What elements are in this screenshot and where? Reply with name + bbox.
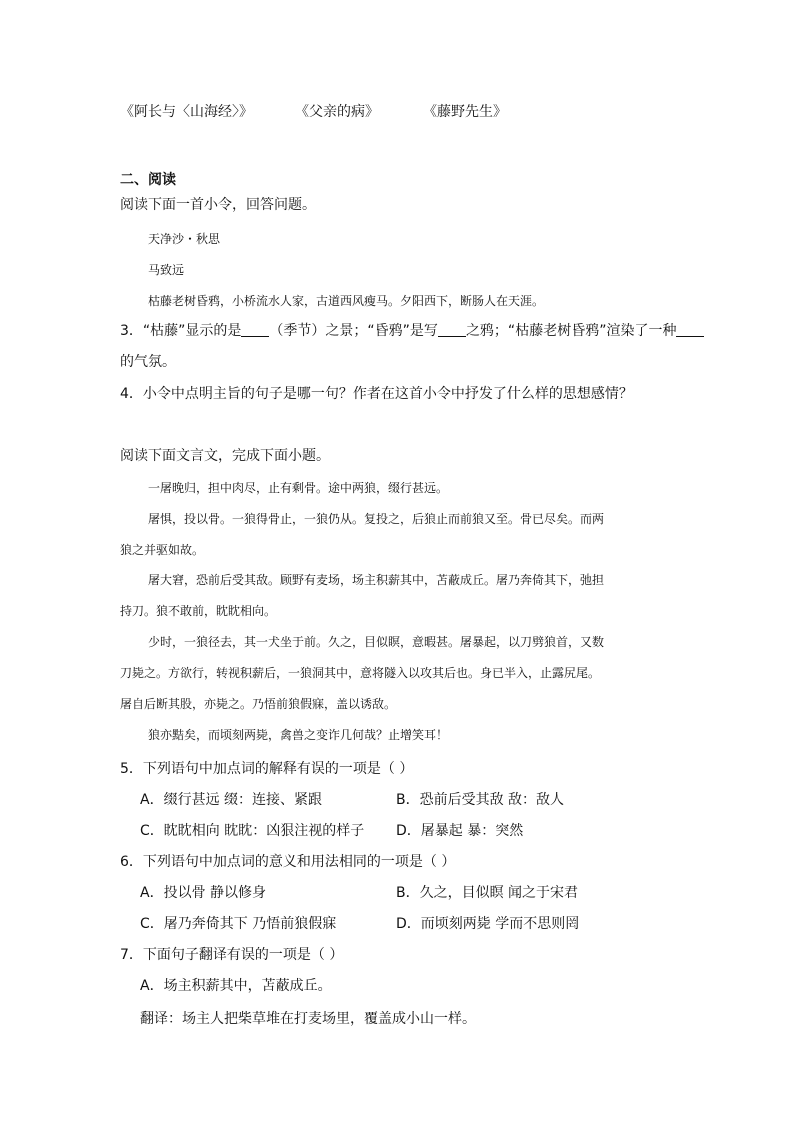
q6-option-a[interactable]: A．投以骨 静以修身 [140,885,267,901]
question-3 [120,322,704,340]
q3-blank-crow[interactable] [438,322,466,337]
passage-instruction: 阅读下面文言文，完成下面小题。 [120,448,330,464]
q6-option-c[interactable]: C．屠乃奔倚其下 乃悟前狼假寐 [140,916,337,932]
q6-option-b[interactable]: B．久之，目似瞑 闻之于宋君 [396,885,579,901]
passage-line: 屠自后断其股，亦毙之。乃悟前狼假寐，盖以诱敌。 [120,697,397,711]
q5-option-d[interactable]: D．屠暴起 暴：突然 [396,823,524,839]
passage-line: 屠惧，投以骨。一狼得骨止，一狼仍从。复投之，后狼止而前狼又至。骨已尽矣。而两 [148,512,605,526]
q3-part1: 3．“枯藤”显示的是 [120,323,242,339]
passage-line: 持刀。狼不敢前，眈眈相向。 [120,604,277,618]
question-6: 6．下列语句中加点词的意义和用法相同的一项是（ ） [120,854,456,870]
q6-option-d[interactable]: D．而顷刻两毙 学而不思则罔 [396,916,580,932]
passage-line: 狼之并驱如故。 [120,543,205,557]
q3-part3: 之鸦；“枯藤老树昏鸦”渲染了一种 [465,323,677,339]
q3-blank-season[interactable] [241,322,269,337]
q7-option-a[interactable]: A．场主积薪其中，苫蔽成丘。 [140,978,332,994]
question-4: 4．小令中点明主旨的句子是哪一句？作者在这首小令中抒发了什么样的思想感情？ [120,386,633,402]
question-7: 7．下面句子翻译有误的一项是（ ） [120,947,344,963]
passage-line: 少时，一狼径去，其一犬坐于前。久之，目似瞑，意暇甚。屠暴起，以刀劈狼首，又数 [148,635,605,649]
section-heading: 二、阅读 [120,172,176,188]
q5-option-a[interactable]: A．缀行甚远 缀：连接、紧跟 [140,792,323,808]
poem-author: 马致远 [148,263,185,277]
passage-line: 刀毙之。方欲行，转视积薪后，一狼洞其中，意将隧入以攻其后也。身已半入，止露尻尾。 [120,666,601,680]
q7-translation: 翻译：场主人把柴草堆在打麦场里，覆盖成小山一样。 [140,1011,476,1027]
poem-text: 枯藤老树昏鸦，小桥流水人家，古道西风瘦马。夕阳西下，断肠人在天涯。 [148,294,545,308]
q5-option-b[interactable]: B．恐前后受其敌 敌：敌人 [396,792,565,808]
passage-line: 屠大窘，恐前后受其敌。顾野有麦场，场主积薪其中，苫蔽成丘。屠乃奔倚其下，弛担 [148,573,605,587]
q3-blank-mood[interactable] [676,322,704,337]
passage-line: 一屠晚归，担中肉尽，止有剩骨。途中两狼，缀行甚远。 [148,481,449,495]
reading-title-1: 《阿长与〈山海经〉》 [120,104,253,120]
poem-title: 天净沙・秋思 [148,232,221,246]
reading-title-2: 《父亲的病》 [295,104,379,120]
reading-title-3: 《藤野先生》 [423,104,507,120]
passage-line: 狼亦黠矣，而顷刻两毙，禽兽之变诈几何哉？止增笑耳！ [148,728,449,742]
question-5: 5．下列语句中加点词的解释有误的一项是（ ） [120,761,414,777]
q3-line2: 的气氛。 [120,354,176,370]
q3-part2: （季节）之景；“昏鸦”是写 [269,323,438,339]
poem-instruction: 阅读下面一首小令，回答问题。 [120,197,316,213]
q5-option-c[interactable]: C．眈眈相向 眈眈：凶狠注视的样子 [140,823,365,839]
